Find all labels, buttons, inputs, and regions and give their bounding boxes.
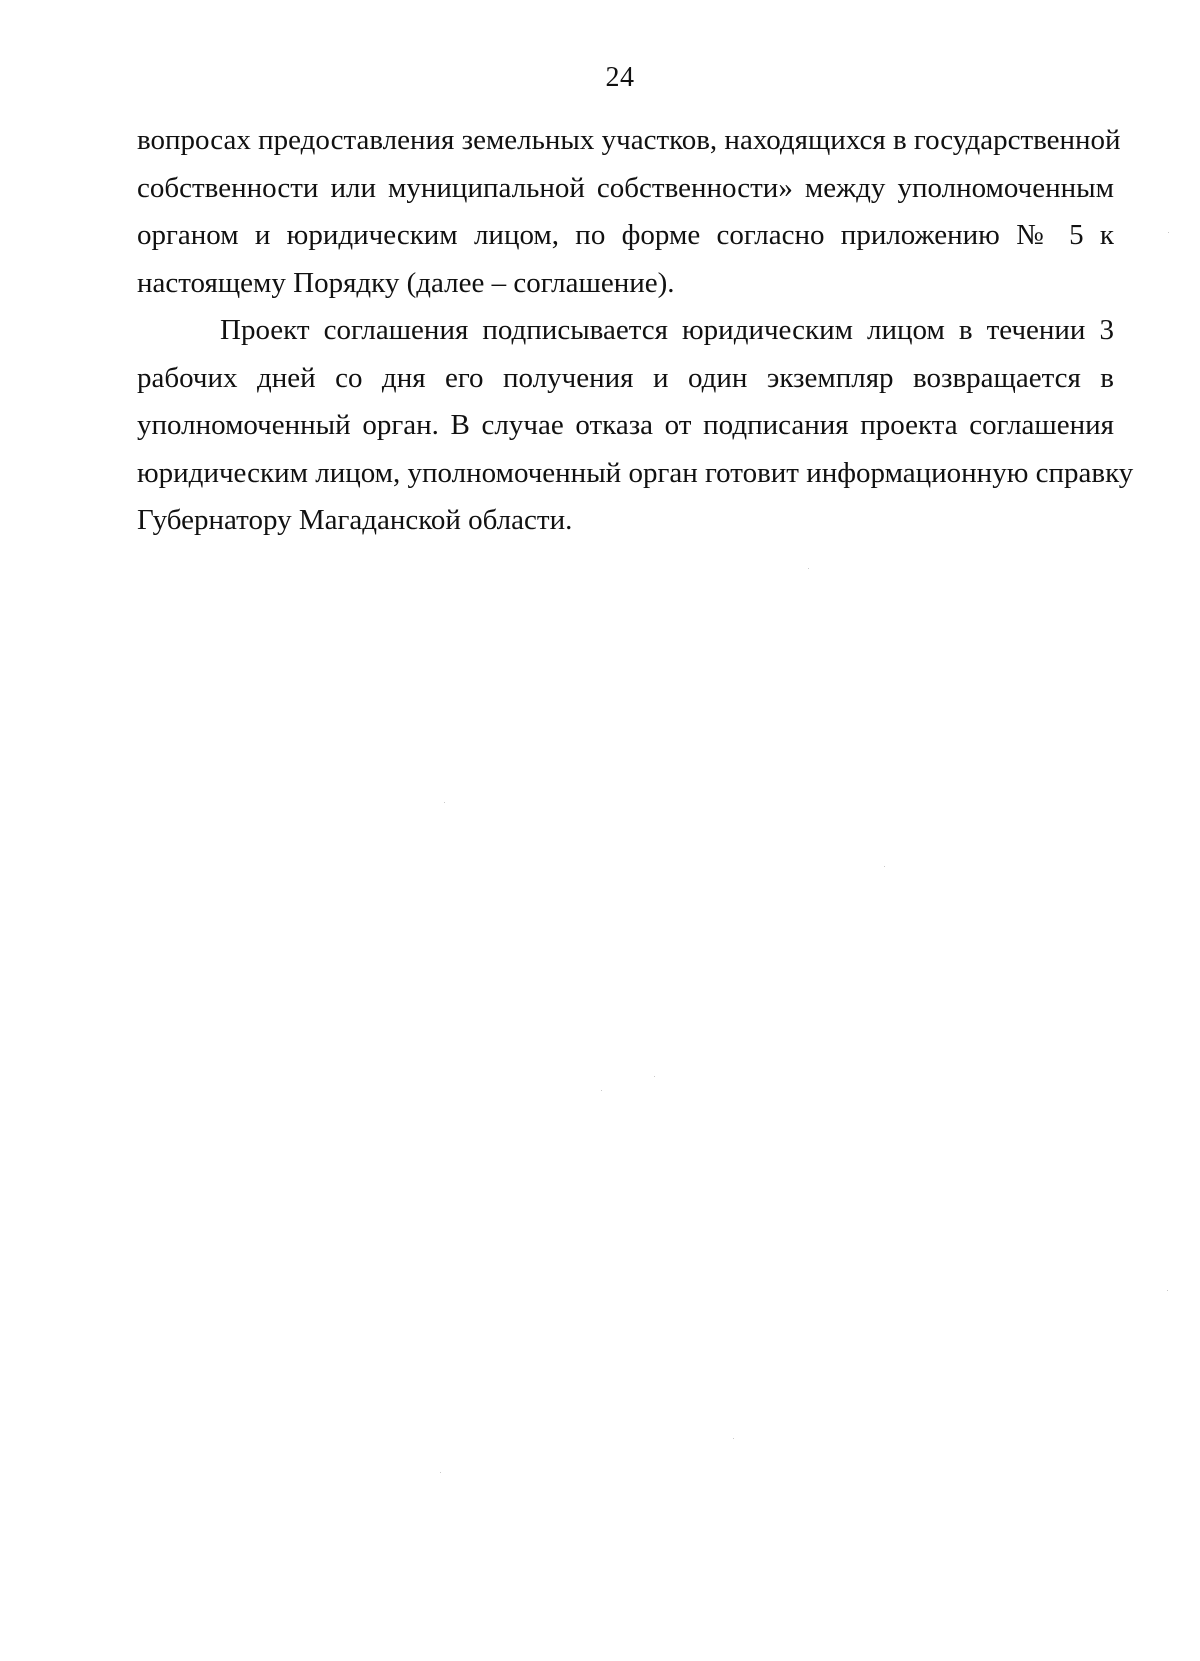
text-line-indented: Проект соглашения подписывается юридическим лицом в течении 3 (220, 314, 1114, 346)
text-line: уполномоченный орган. В случае отказа от подписания проекта соглашения (137, 409, 1114, 441)
text-line: настоящему Порядку (далее – соглашение). (137, 266, 675, 299)
scan-speck (444, 802, 445, 803)
text-line: органом и юридическим лицом, по форме согласно приложению № 5 к (137, 219, 1114, 251)
text-line: вопросах предоставления земельных участков, находящихся в государственной (137, 124, 1121, 156)
page-number: 24 (605, 62, 635, 93)
scan-speck (654, 1076, 655, 1077)
text-line: рабочих дней со дня его получения и один экземпляр возвращается в (137, 361, 1114, 394)
text-line: юридическим лицом, уполномоченный орган готовит информационную справку (137, 456, 1134, 489)
scan-speck (733, 1438, 734, 1439)
scan-speck (884, 866, 885, 867)
scan-speck (1167, 1290, 1168, 1291)
paragraph-continuation (137, 117, 1121, 307)
scan-speck (601, 1090, 602, 1091)
scan-speck (808, 568, 809, 569)
text-line: Губернатору Магаданской области. (137, 504, 573, 536)
text-line: собственности или муниципальной собственности» между уполномоченным (137, 171, 1114, 204)
scan-speck (440, 1472, 441, 1473)
scan-speck (1168, 232, 1169, 233)
paragraph-agreement-signing (137, 307, 1134, 545)
